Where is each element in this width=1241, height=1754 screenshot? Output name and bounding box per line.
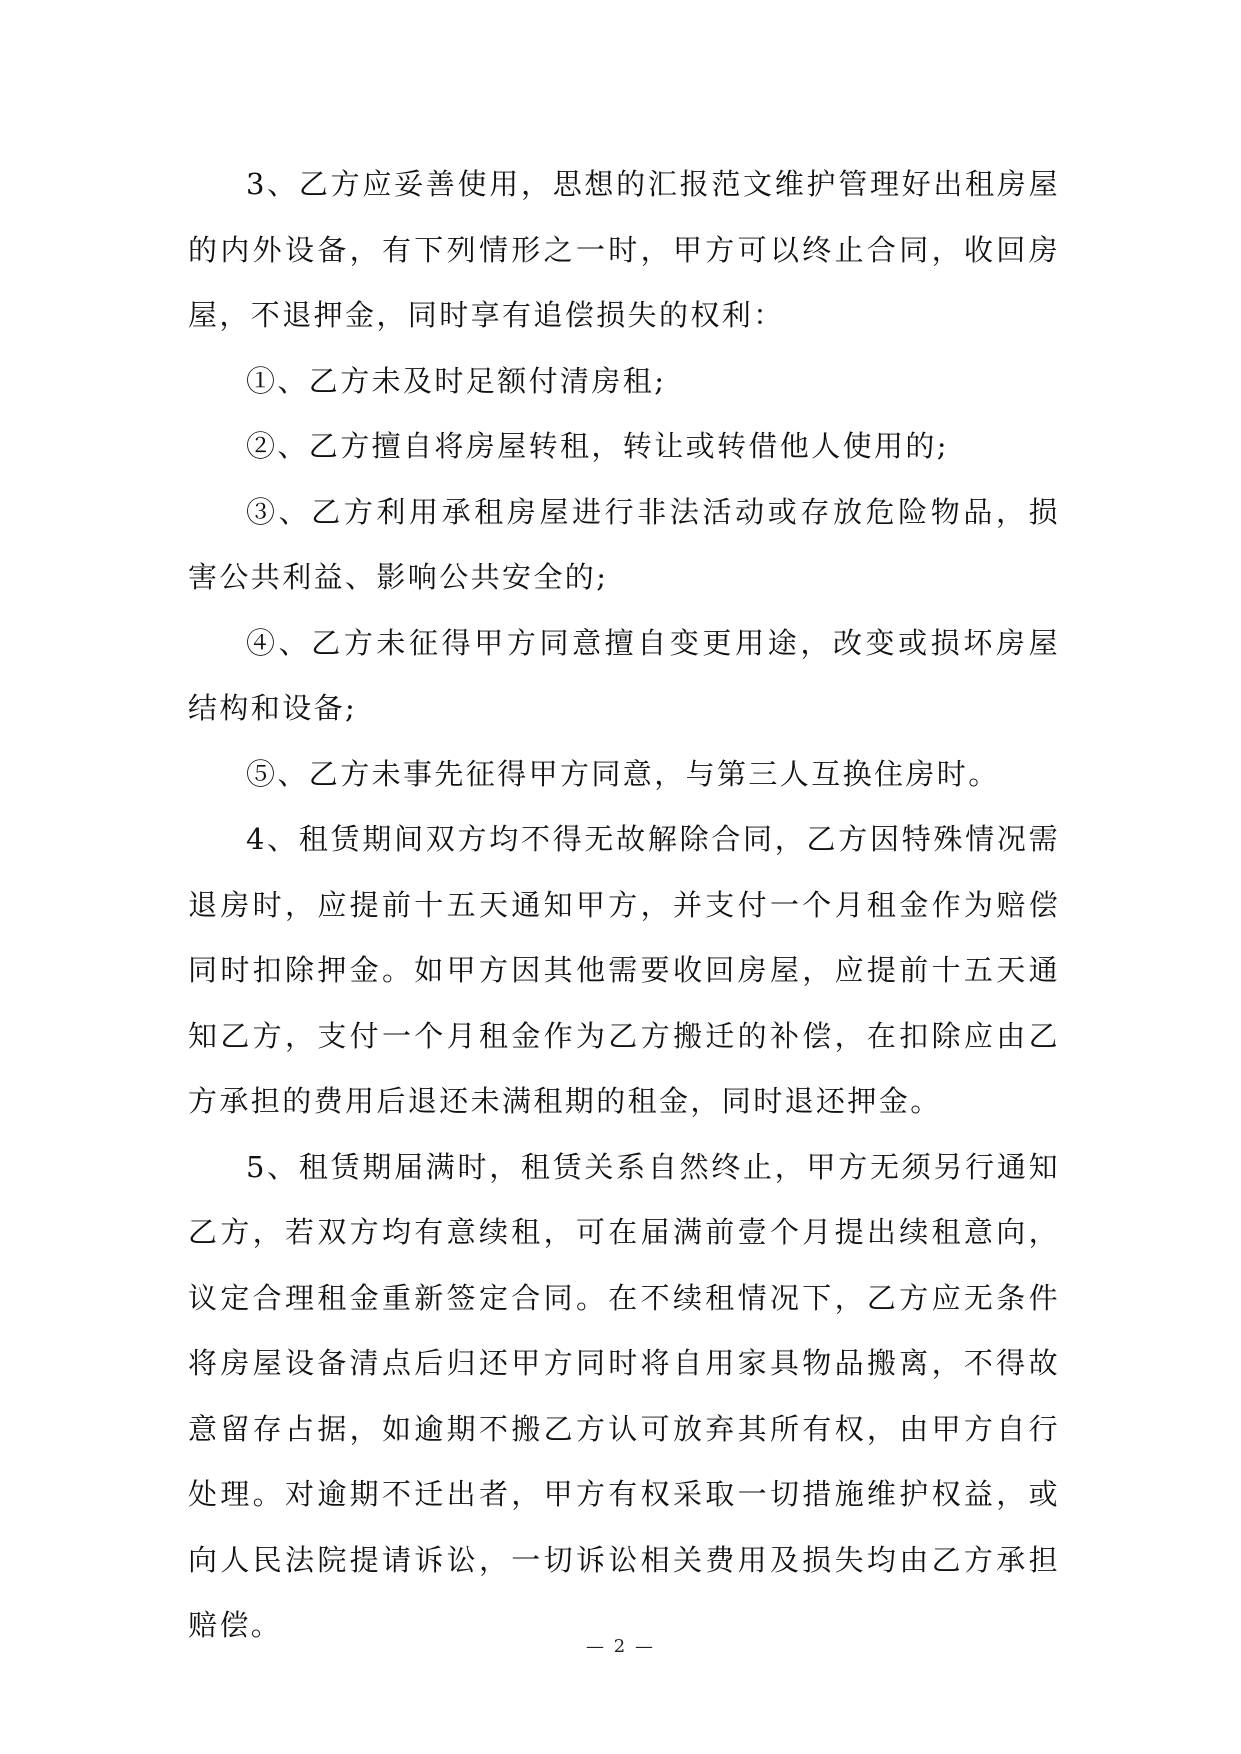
clause-3-item-3: ③、乙方利用承租房屋进行非法活动或存放危险物品，损害公共利益、影响公共安全的;: [188, 494, 1060, 594]
clause-4: 4、租赁期间双方均不得无故解除合同，乙方因特殊情况需退房时，应提前十五天通知甲方，并支付一个月租金作为赔偿同时扣除押金。如甲方因其他需要收回房屋，应提前十五天通知乙方，支付一个月租金作为乙方搬迁的补偿，在扣除应由乙方承担的费用后退还未满租期的租金，同时退还押金。: [188, 822, 1060, 1118]
document-body: [188, 152, 1060, 1659]
page-number: — 2 —: [586, 1636, 655, 1657]
clause-3-item-2: ②、乙方擅自将房屋转租，转让或转借他人使用的;: [246, 429, 949, 463]
clause-3-item-4: ④、乙方未征得甲方同意擅自变更用途，改变或损坏房屋结构和设备;: [188, 625, 1060, 725]
clause-3: 3、乙方应妥善使用，思想的汇报范文维护管理好出租房屋的内外设备，有下列情形之一时，甲方可以终止合同，收回房屋，不退押金，同时享有追偿损失的权利：: [188, 167, 1060, 332]
clause-3-item-5: ⑤、乙方未事先征得甲方同意，与第三人互换住房时。: [246, 756, 1000, 791]
clause-5: 5、租赁期届满时，租赁关系自然终止，甲方无须另行通知乙方，若双方均有意续租，可在届满前壹个月提出续租意向，议定合理租金重新签定合同。在不续租情况下，乙方应无条件将房屋设备清点后归还甲方同时将自用家具物品搬离，不得故意留存占据，如逾期不搬乙方认可放弃其所有权，由甲方自行处理。对逾期不迁出者，甲方有权采取一切措施维护权益，或向人民法院提请诉讼，一切诉讼相关费用及损失均由乙方承担赔偿。: [188, 1149, 1060, 1642]
clause-3-item-1: ①、乙方未及时足额付清房租;: [246, 363, 667, 398]
